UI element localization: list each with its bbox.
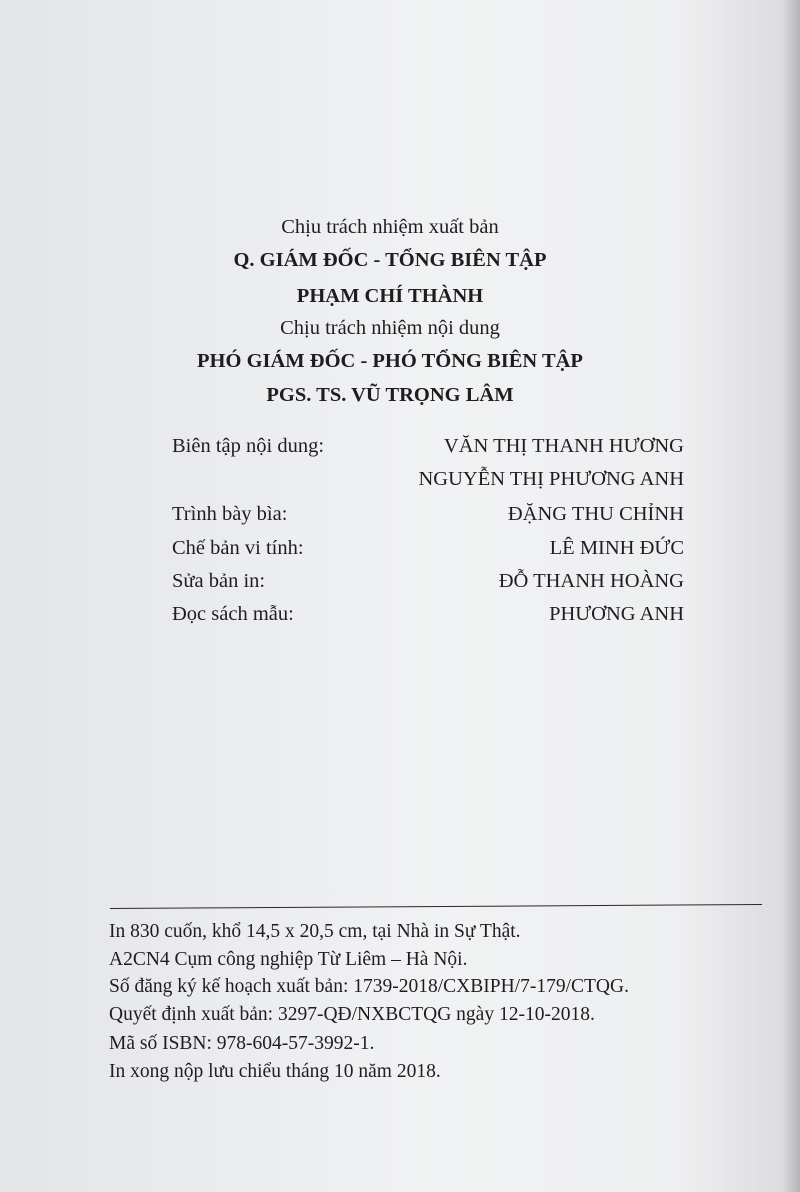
credit-row [172, 537, 684, 563]
colophon-line: In xong nộp lưu chiểu tháng 10 năm 2018. [109, 1061, 441, 1082]
content-responsibility-title: PHÓ GIÁM ĐỐC - PHÓ TỔNG BIÊN TẬP [197, 350, 583, 372]
colophon-line: Mã số ISBN: 978-604-57-3992-1. [109, 1033, 375, 1054]
credit-person: ĐỖ THANH HOÀNG [498, 570, 684, 592]
credit-role: Biên tập nội dung: [172, 435, 325, 457]
colophon-line: Quyết định xuất bản: 3297-QĐ/NXBCTQG ngày 12-10-2018. [109, 1004, 595, 1025]
colophon-line: A2CN4 Cụm công nghiệp Từ Liêm – Hà Nội. [109, 949, 468, 970]
content-responsibility-label: Chịu trách nhiệm nội dung [280, 317, 500, 339]
credit-row [172, 435, 684, 461]
credit-person: LÊ MINH ĐỨC [549, 537, 684, 559]
credit-person: PHƯƠNG ANH [549, 603, 684, 625]
colophon-divider [110, 904, 762, 909]
colophon-line: Số đăng ký kế hoạch xuất bản: 1739-2018/CXBIPH/7-179/CTQG. [109, 976, 629, 997]
credit-row [172, 468, 684, 494]
publishing-responsibility-name: PHẠM CHÍ THÀNH [296, 285, 484, 307]
colophon-line: In 830 cuốn, khổ 14,5 x 20,5 cm, tại Nhà in Sự Thật. [109, 921, 521, 942]
content-responsibility-name: PGS. TS. VŨ TRỌNG LÂM [266, 384, 514, 406]
credit-row [172, 603, 684, 629]
publishing-responsibility-label: Chịu trách nhiệm xuất bản [281, 216, 499, 238]
page-edge-shadow [782, 0, 800, 1192]
credit-role: Chế bản vi tính: [172, 537, 304, 559]
publishing-responsibility-title: Q. GIÁM ĐỐC - TỔNG BIÊN TẬP [233, 249, 547, 271]
credit-person: ĐẶNG THU CHỈNH [507, 503, 684, 525]
credit-role: Đọc sách mẫu: [172, 603, 294, 625]
credit-row [172, 570, 684, 596]
credit-row [172, 503, 684, 529]
credit-role: Trình bày bìa: [172, 503, 288, 525]
credit-person: NGUYỄN THỊ PHƯƠNG ANH [418, 468, 684, 490]
credit-role: Sửa bản in: [172, 570, 266, 592]
credit-person: VĂN THỊ THANH HƯƠNG [443, 435, 684, 457]
